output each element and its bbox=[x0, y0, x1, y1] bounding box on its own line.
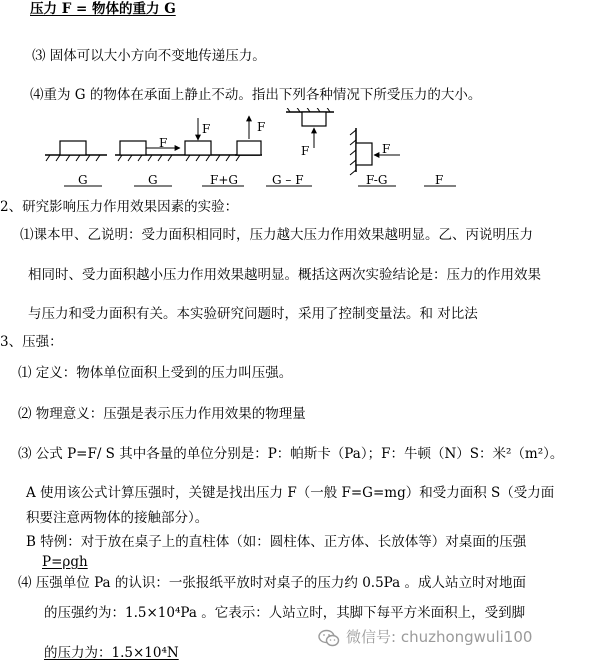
wechat-watermark bbox=[318, 626, 532, 647]
answer-label-1: G bbox=[78, 173, 88, 187]
section-3-definition: ⑴ 定义：物体单位面积上受到的压力叫压强。 bbox=[18, 365, 293, 381]
section-2-line-a: ⑴课本甲、乙说明：受力面积相同时，压力越大压力作用效果越明显。乙、丙说明压力 bbox=[20, 227, 533, 243]
answer-label-3: F+G bbox=[210, 173, 238, 187]
section-2-line-c: 与压力和受力面积有关。本实验研究问题时，采用了控制变量法。和 对比法 bbox=[28, 306, 478, 322]
force-letter-case-4: F bbox=[257, 120, 266, 134]
line-solid-transmits-pressure: ⑶ 固体可以大小方向不变地传递压力。 bbox=[32, 48, 266, 64]
line-question-4: ⑷重为 G 的物体在承面上静止不动。指出下列各种情况下所受压力的大小。 bbox=[30, 87, 482, 103]
answer-label-6: F bbox=[435, 173, 444, 187]
section-3-note-a: A 使用该公式计算压强时，关键是找出压力 F（一般 F=G=mg）和受力面积 S（受力面 bbox=[26, 485, 555, 501]
case-6 bbox=[350, 128, 400, 175]
section-3-note-a2: 积要注意两物体的接触部分）。 bbox=[26, 510, 209, 526]
section-3-note-b2: P=ρgh bbox=[42, 554, 88, 570]
section-3-note-b: B 特例：对于放在桌子上的直柱体（如：圆柱体、正方体、长放体等）对桌面的压强 bbox=[26, 534, 527, 550]
line-pressure-equals-weight: 压力 F = 物体的重力 G bbox=[30, 1, 176, 17]
case-2 bbox=[115, 141, 182, 161]
section-3-heading: 3、压强： bbox=[0, 334, 63, 350]
section-2-line-b: 相同时、受力面积越小压力作用效果越明显。概括这两次实验结论是：压力的作用效果 bbox=[28, 267, 541, 283]
wechat-icon bbox=[318, 629, 340, 647]
case-5 bbox=[286, 108, 334, 148]
force-letter-case-5: F bbox=[301, 144, 310, 158]
answer-label-4: G – F bbox=[272, 173, 304, 187]
answer-label-5: F-G bbox=[366, 173, 388, 187]
force-letter-case-2: F bbox=[159, 136, 168, 150]
section-3-formula: ⑶ 公式 P=F/ S 其中各量的单位分别是：P：帕斯卡（Pa）；F：牛顿（N）S：米²（m²）。 bbox=[18, 446, 564, 462]
watermark-text: 微信号: chuzhongwuli100 bbox=[346, 628, 533, 646]
section-3-pa-a: ⑷ 压强单位 Pa 的认识：一张报纸平放时对桌子的压力约 0.5Pa 。成人站立时对地面 bbox=[18, 575, 526, 591]
force-letter-case-3: F bbox=[202, 122, 211, 136]
section-2-heading: 2、研究影响压力作用效果因素的实验： bbox=[0, 199, 239, 215]
case-1 bbox=[45, 141, 107, 161]
section-3-pa-c: 的压力为：1.5×10⁴N bbox=[44, 645, 179, 661]
section-3-meaning: ⑵ 物理意义：压强是表示压力作用效果的物理量 bbox=[18, 406, 306, 422]
force-letter-case-6: F bbox=[382, 142, 391, 156]
answer-label-2: G bbox=[148, 173, 158, 187]
force-diagrams bbox=[40, 108, 510, 193]
section-3-pa-b: 的压强约为：1.5×10⁴Pa 。它表示：人站立时，其脚下每平方米面积上，受到脚 bbox=[44, 605, 526, 621]
